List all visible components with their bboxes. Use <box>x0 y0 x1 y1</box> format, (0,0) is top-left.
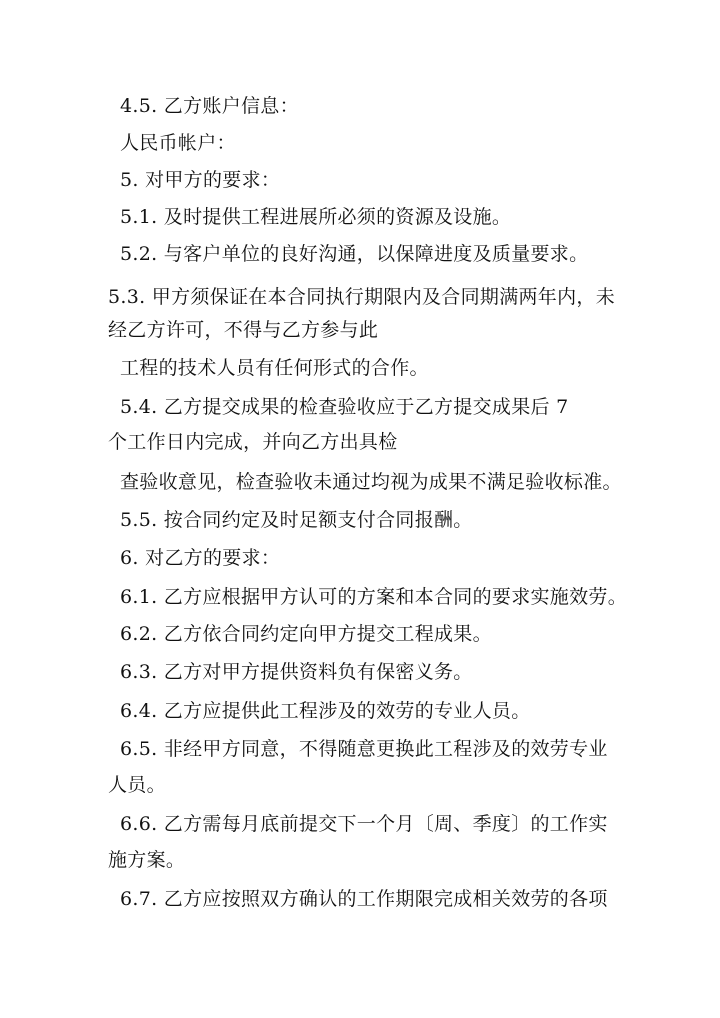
clause-6-5-line-2: 人员。 <box>108 774 166 796</box>
clause-5-5: 5.5. 按合同约定及时足额支付合同报酬。 <box>120 509 473 531</box>
clause-6-4: 6.4. 乙方应提供此工程涉及的效劳的专业人员。 <box>120 700 531 722</box>
clause-4-5-heading: 4.5. 乙方账户信息： <box>120 95 299 117</box>
clause-6-2: 6.2. 乙方依合同约定向甲方提交工程成果。 <box>120 623 492 645</box>
clause-6-3: 6.3. 乙方对甲方提供资料负有保密义务。 <box>120 661 473 683</box>
clause-5-2: 5.2. 与客户单位的良好沟通，以保障进度及质量要求。 <box>120 243 589 265</box>
clause-6-6-line-2: 施方案。 <box>108 849 186 871</box>
clause-6-6-line-1: 6.6. 乙方需每月底前提交下一个月〔周、季度〕的工作实 <box>120 813 608 835</box>
clause-5-4-line-1: 5.4. 乙方提交成果的检查验收应于乙方提交成果后 7 <box>120 396 569 418</box>
clause-6-1: 6.1. 乙方应根据甲方认可的方案和本合同的要求实施效劳。 <box>120 586 627 608</box>
clause-5-4-line-3: 查验收意见，检查验收未通过均视为成果不满足验收标准。 <box>120 471 622 493</box>
clause-5-3-line-3: 工程的技术人员有任何形式的合作。 <box>120 357 429 379</box>
section-6-heading: 6. 对乙方的要求： <box>120 547 281 569</box>
rmb-account-label: 人民币帐户： <box>120 132 236 154</box>
clause-5-3-line-2: 经乙方许可，不得与乙方参与此 <box>108 319 379 341</box>
clause-6-7-line-1: 6.7. 乙方应按照双方确认的工作期限完成相关效劳的各项 <box>120 888 608 910</box>
clause-5-4-line-2: 个工作日内完成，并向乙方出具检 <box>108 431 398 453</box>
clause-6-5-line-1: 6.5. 非经甲方同意，不得随意更换此工程涉及的效劳专业 <box>120 738 608 760</box>
clause-5-3-line-1: 5.3. 甲方须保证在本合同执行期限内及合同期满两年内，未 <box>108 286 615 308</box>
section-5-heading: 5. 对甲方的要求： <box>120 169 281 191</box>
clause-5-1: 5.1. 及时提供工程进展所必须的资源及设施。 <box>120 206 512 228</box>
